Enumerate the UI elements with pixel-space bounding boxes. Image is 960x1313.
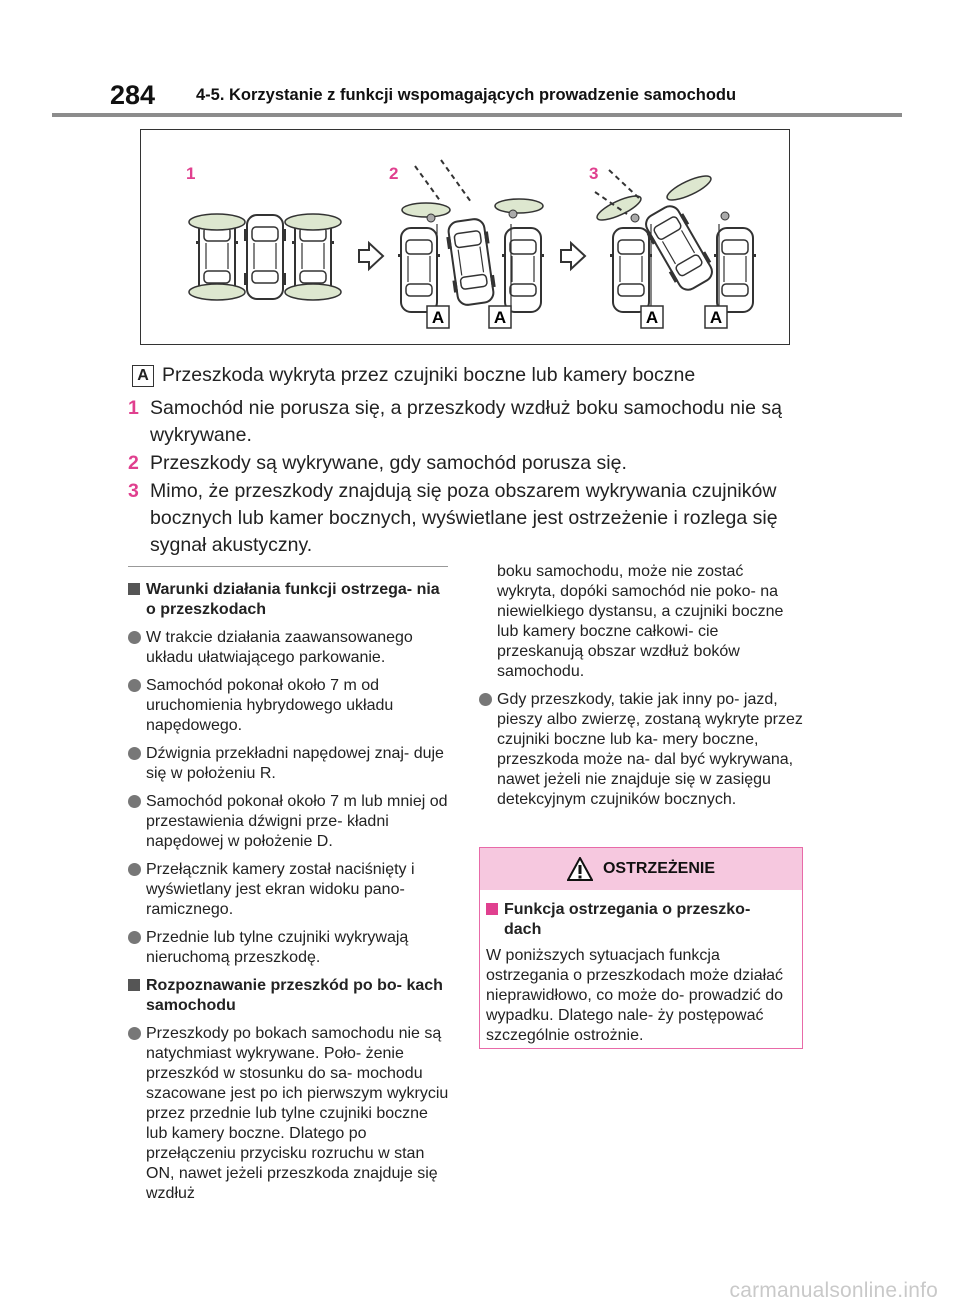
bullet-icon: [128, 1027, 141, 1040]
svg-text:A: A: [431, 308, 445, 327]
callout-a-4: [705, 306, 727, 328]
scene-2-moving-car: [398, 160, 544, 312]
warning-triangle-icon: [567, 857, 593, 881]
list-item: Przeszkody po bokach samochodu nie są natychmiast wykrywane. Poło- żenie przeszkód w stosunku do sa- mochodu szacowane jest po ich pierwszym wykryciu przez przednie lub tylne czujniki boczne lub kamery boczne. Dlatego po przełączeniu przycisku rozruchu w stan ON, nawet jeżeli przeszkoda znajduje się wzdłuż: [128, 1024, 450, 1204]
chapter-title: 4-5. Korzystanie z funkcji wspomagających prowadzenie samochodu: [196, 86, 737, 104]
left-column: [128, 580, 450, 1212]
scene-label-3: 3: [589, 164, 599, 183]
step-text: Samochód nie porusza się, a przeszkody wzdłuż boku samochodu nie są wykrywane.: [150, 397, 782, 446]
bullet-icon: [128, 679, 141, 692]
list-item: Przednie lub tylne czujniki wykrywają nieruchomą przeszkodę.: [128, 928, 450, 968]
bullet-icon: [128, 931, 141, 944]
legend-marker: A: [132, 365, 154, 387]
list-item: Samochód pokonał około 7 m od uruchomienia hybrydowego układu napędowego.: [128, 676, 450, 736]
continued-paragraph: boku samochodu, może nie zostać wykryta, dopóki samochód nie poko- na niewielkiego dystansu, a czujniki boczne lub kamery boczne całkowi- cie przeskanują obszar wzdłuż boków samochodu.: [497, 563, 784, 680]
square-bullet-icon: [128, 979, 140, 991]
square-bullet-icon: [486, 903, 498, 915]
section-divider: [128, 566, 448, 567]
bullet-icon: [128, 747, 141, 760]
step-number: 3: [128, 480, 139, 502]
scene-label-1: 1: [186, 164, 196, 183]
scene-1-parked-cars: [189, 214, 341, 300]
list-item: Gdy przeszkody, takie jak inny po- jazd, pieszy albo zwierzę, zostaną wykryte przez czujniki boczne lub ka- mery boczne, przeszkoda może na- dal być wykrywana, nawet jeżeli nie znajduje się w zasięgu detekcyjnym czujników bocznych.: [479, 690, 803, 810]
step-2: [128, 450, 808, 477]
parking-sensor-diagram: [140, 129, 790, 345]
step-number: 2: [128, 452, 139, 474]
page-number: 284: [110, 80, 156, 110]
warning-header: [480, 848, 802, 890]
warning-title: OSTRZEŻENIE: [602, 860, 715, 877]
warning-box: [479, 847, 803, 1049]
legend-row: [132, 364, 695, 387]
step-number: 1: [128, 397, 139, 419]
warning-text: W poniższych sytuacjach funkcja ostrzegania o przeszkodach może działać nieprawidłowo, co może do- prowadzić do wypadku. Dlatego nale- ży postępować szczególnie ostrożnie.: [486, 947, 784, 1044]
section-heading: Warunki działania funkcji ostrzega- nia o przeszkodach: [128, 580, 450, 620]
diagram-svg: [141, 130, 789, 344]
step-text: Mimo, że przeszkody znajdują się poza obszarem wykrywania czujników bocznych lub kamer bocznych, wyświetlane jest ostrzeżenie i rozlega się sygnał akustyczny.: [150, 480, 778, 556]
svg-text:A: A: [493, 308, 507, 327]
list-item: Samochód pokonał około 7 m lub mniej od przestawienia dźwigni prze- kładni napędowej w położenie D.: [128, 792, 450, 852]
warning-body: [480, 890, 802, 1046]
arrow-icon-2: [561, 243, 585, 269]
bullet-icon: [128, 795, 141, 808]
list-item: Dźwignia przekładni napędowej znaj- duje się w położeniu R.: [128, 744, 450, 784]
header-divider: [52, 113, 902, 117]
arrow-icon: [359, 243, 383, 269]
step-3: [128, 478, 808, 559]
svg-text:A: A: [645, 308, 659, 327]
step-text: Przeszkody są wykrywane, gdy samochód porusza się.: [150, 452, 627, 474]
callout-a-2: [489, 306, 511, 328]
list-item: Przełącznik kamery został naciśnięty i wyświetlany jest ekran widoku pano- ramicznego.: [128, 860, 450, 920]
callout-a-1: [427, 306, 449, 328]
right-column: [479, 562, 803, 818]
legend-text: Przeszkoda wykryta przez czujniki boczne lub kamery boczne: [162, 364, 696, 386]
watermark: carmanualsonline.info: [729, 1279, 938, 1302]
section-heading: Rozpoznawanie przeszkód po bo- kach samochodu: [128, 976, 450, 1016]
step-1: [128, 395, 808, 449]
bullet-icon: [128, 863, 141, 876]
scene-3-turning-car: [594, 170, 756, 312]
scene-label-2: 2: [389, 164, 399, 183]
bullet-icon: [128, 631, 141, 644]
square-bullet-icon: [128, 583, 140, 595]
callout-a-3: [641, 306, 663, 328]
svg-text:A: A: [709, 308, 723, 327]
bullet-icon: [479, 693, 492, 706]
warning-subtitle: Funkcja ostrzegania o przeszko- dach: [486, 900, 792, 940]
list-item: W trakcie działania zaawansowanego układu ułatwiającego parkowanie.: [128, 628, 450, 668]
